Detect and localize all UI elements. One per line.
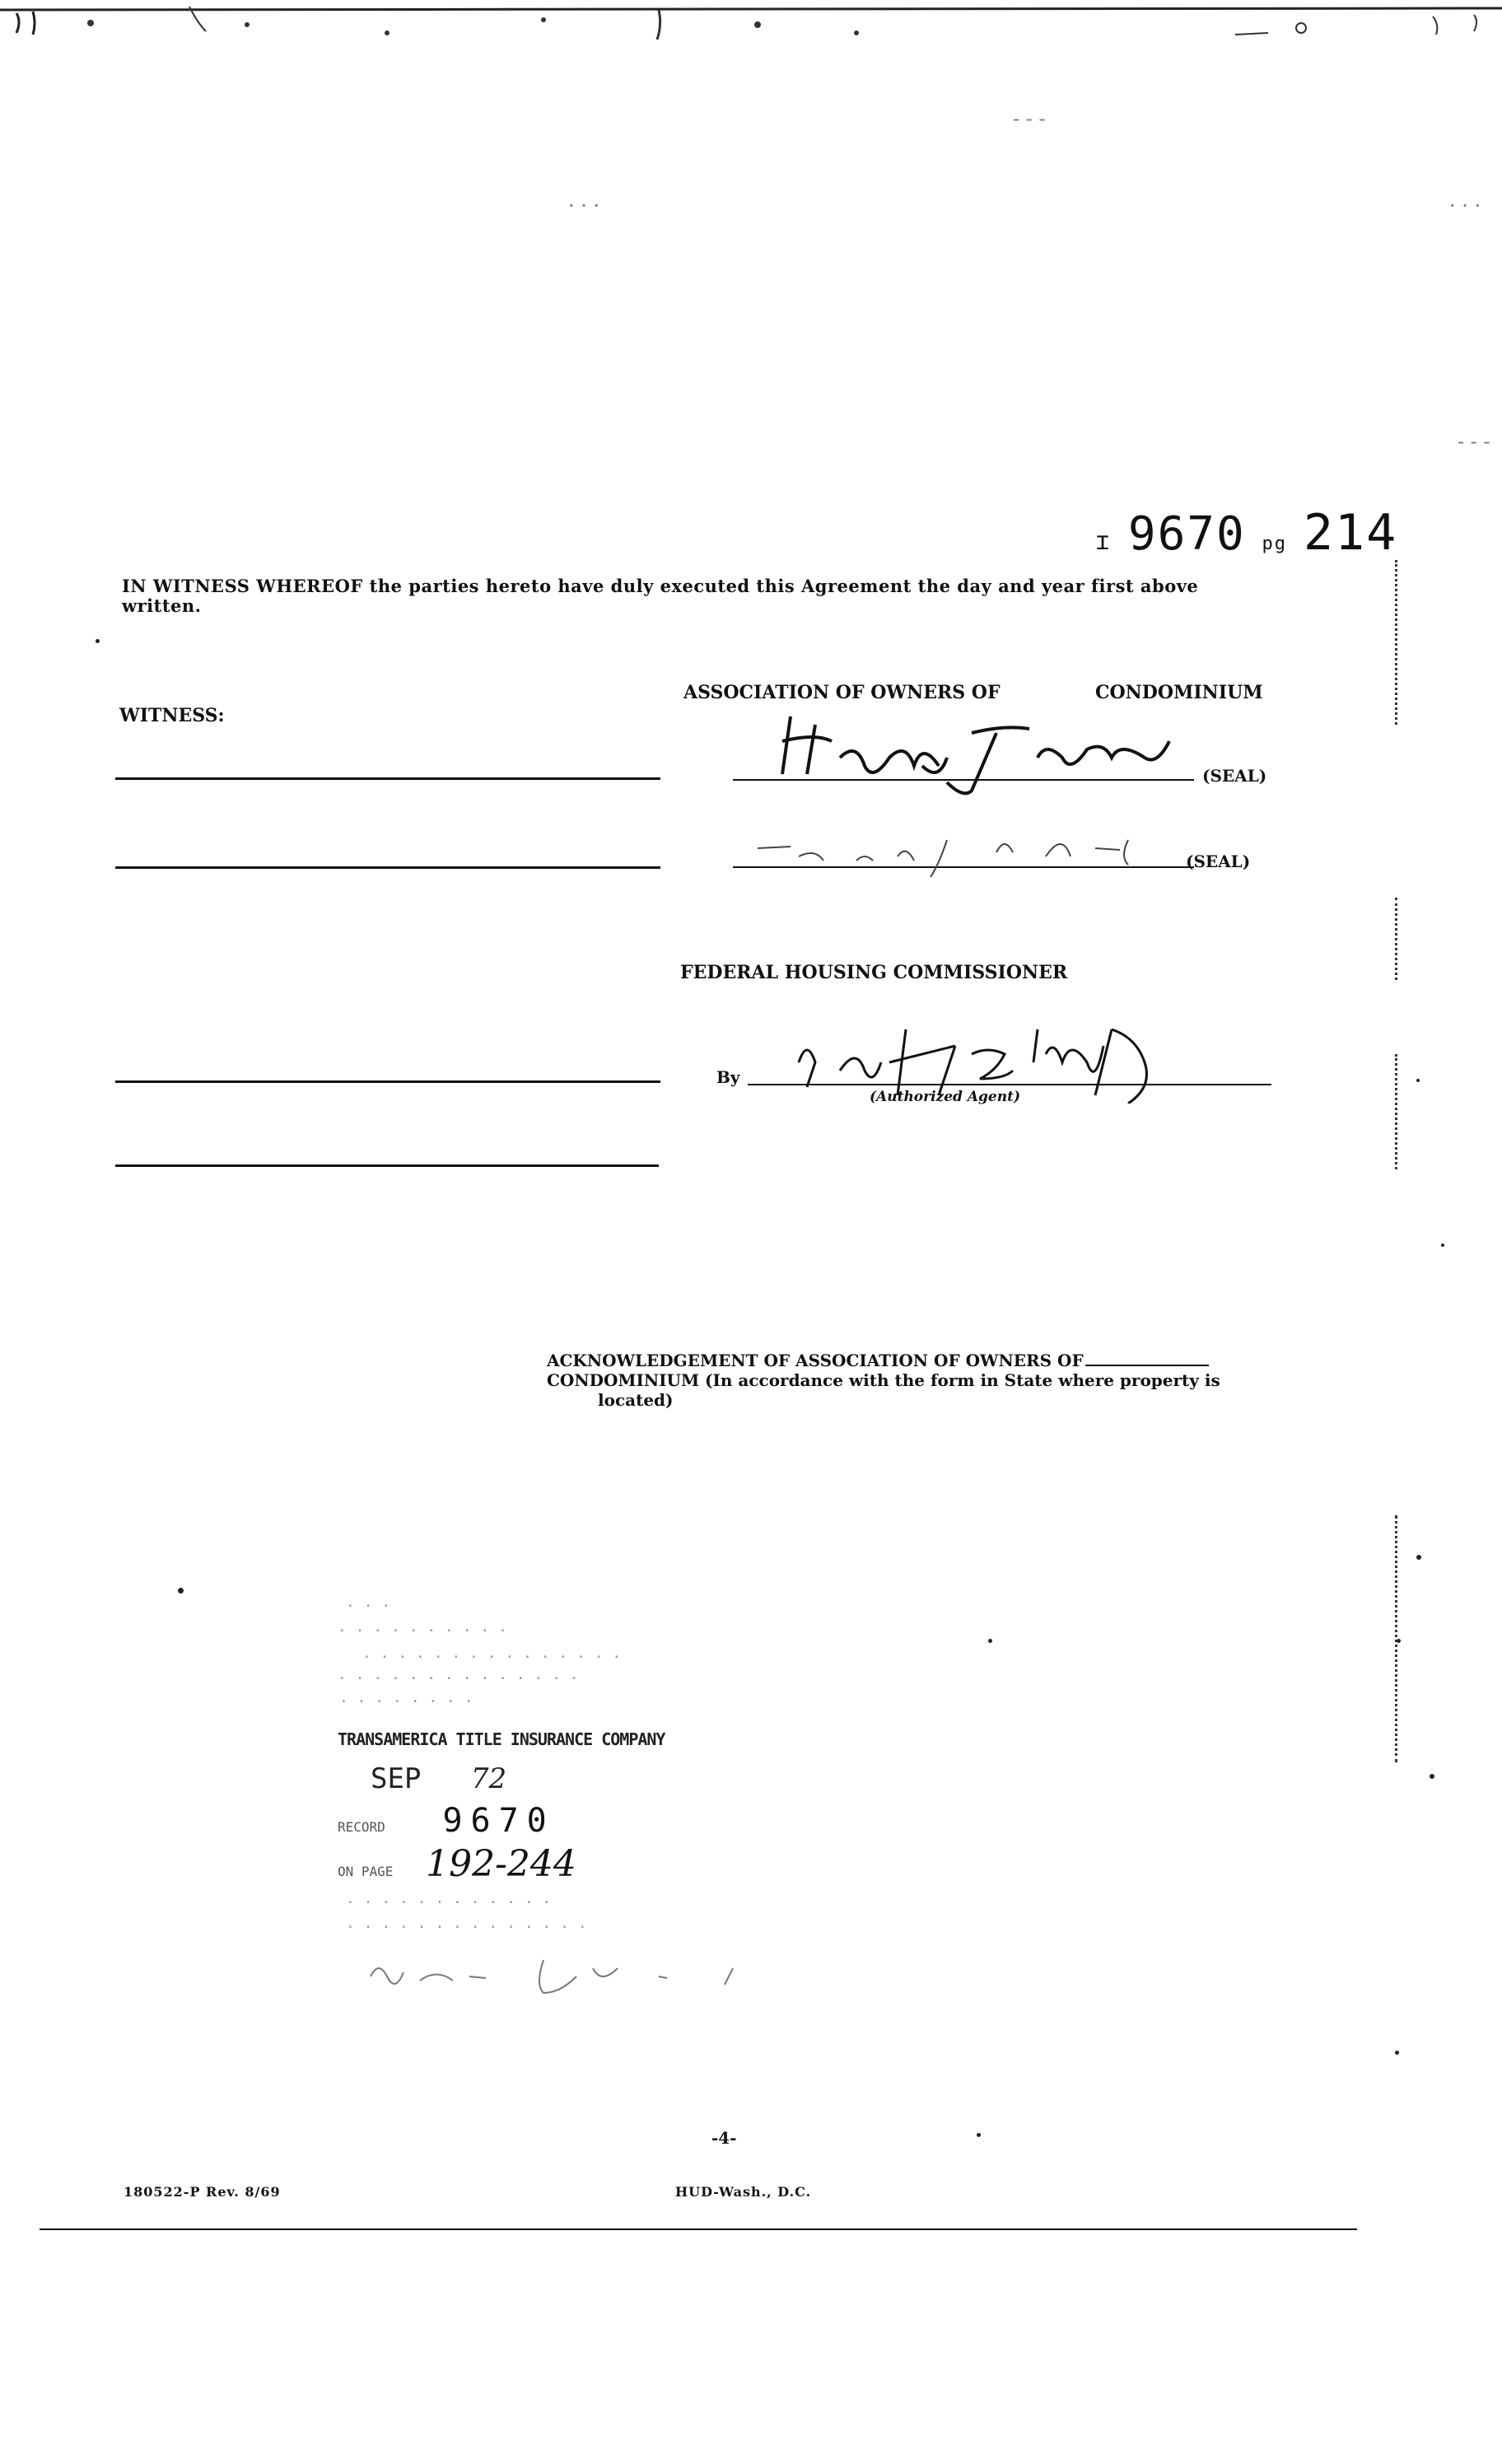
- witness-clause-line1: IN WITNESS WHEREOF the parties hereto have duly executed this Agreement the day and year first above: [122, 576, 1199, 596]
- page-marker: -4-: [711, 2128, 737, 2148]
- stamp-signature: [346, 1944, 807, 2001]
- scan-speck: [1395, 2051, 1399, 2055]
- scan-dash: · · ·: [1449, 194, 1481, 217]
- stamp-faded-line: · · · · · · · · · · · ·: [346, 1894, 552, 1911]
- association-name-blank: [1085, 1365, 1209, 1366]
- scan-speck: [178, 1588, 184, 1594]
- office-label: HUD-Wash., D.C.: [675, 2184, 812, 2200]
- scan-noise-top: [0, 0, 1502, 58]
- record-number: 9670: [1127, 507, 1246, 561]
- record-number-header: [1095, 504, 1397, 562]
- witness-signature-line-4: [115, 1164, 659, 1167]
- scan-speck: [1416, 1079, 1420, 1082]
- stamp-faded-line: · · · · · · · ·: [339, 1693, 473, 1710]
- seal-label-1: (SEAL): [1202, 766, 1267, 786]
- commissioner-heading: FEDERAL HOUSING COMMISSIONER: [680, 962, 1068, 983]
- stamp-pages-row: [338, 1843, 576, 1885]
- scan-dash: - - -: [1458, 430, 1490, 453]
- stamp-record-label: RECORD: [338, 1819, 385, 1835]
- acknowledgement-block: [547, 1351, 1288, 1410]
- by-label: By: [716, 1067, 740, 1087]
- scan-dash: - - -: [1013, 107, 1046, 130]
- scan-speck: [977, 2133, 981, 2137]
- stamp-faded-line: · · · · · · · · · · · · · ·: [346, 1919, 587, 1936]
- association-heading: ASSOCIATION OF OWNERS OF: [683, 682, 1001, 703]
- scan-speck: [1416, 1555, 1421, 1560]
- authorized-agent-caption: (Authorized Agent): [870, 1089, 1020, 1105]
- witness-signature-line-1: [115, 777, 660, 780]
- scan-speck: [1397, 1639, 1401, 1643]
- stamp-record-value: 9670: [442, 1802, 555, 1840]
- page-number: 214: [1303, 504, 1398, 562]
- stamp-record-row: [338, 1802, 555, 1840]
- witness-signature-line-3: [115, 1080, 660, 1083]
- margin-dots: [1395, 560, 1397, 725]
- witness-label: WITNESS:: [119, 705, 225, 726]
- stamp-faded-line: · · ·: [346, 1598, 391, 1615]
- form-number: 180522-P Rev. 8/69: [124, 2184, 281, 2200]
- acknowledgement-line1: ACKNOWLEDGEMENT OF ASSOCIATION OF OWNERS OF: [547, 1351, 1084, 1370]
- witness-clause: [122, 576, 1275, 616]
- stamp-date-line: [371, 1762, 506, 1795]
- seal-label-2: (SEAL): [1186, 852, 1251, 871]
- footer-rule: [40, 2228, 1357, 2230]
- stamp-faded-line: · · · · · · · · · ·: [338, 1622, 507, 1640]
- stamp-faded-line: · · · · · · · · · · · · · · ·: [362, 1649, 622, 1666]
- scan-speck: [96, 639, 100, 643]
- margin-dots: [1395, 1054, 1397, 1169]
- signature-association-2: [733, 815, 1194, 881]
- condominium-heading: CONDOMINIUM: [1095, 682, 1263, 703]
- witness-clause-line2: written.: [122, 595, 202, 616]
- scan-dash: · · ·: [568, 194, 600, 217]
- stamp-company: TRANSAMERICA TITLE INSURANCE COMPANY: [338, 1729, 665, 1749]
- margin-dots: [1395, 898, 1397, 980]
- scan-speck: [1430, 1774, 1434, 1779]
- stamp-date-prefix: SEP: [371, 1762, 422, 1795]
- recording-stamp: [329, 1598, 823, 1993]
- scan-speck: [1441, 1244, 1444, 1247]
- witness-signature-line-2: [115, 866, 660, 869]
- stamp-pages-value: 192-244: [426, 1843, 576, 1885]
- stamp-date-value: 72: [470, 1762, 507, 1795]
- stamp-faded-line: · · · · · · · · · · · · · ·: [338, 1670, 579, 1687]
- signature-association-1: [725, 708, 1219, 799]
- acknowledgement-line3: located): [598, 1390, 674, 1410]
- page-prefix: pg: [1262, 534, 1288, 554]
- stamp-pages-label: ON PAGE: [338, 1864, 394, 1879]
- scan-speck: [988, 1639, 992, 1643]
- record-prefix: ɪ: [1095, 527, 1113, 556]
- acknowledgement-line2: CONDOMINIUM (In accordance with the form in State where property is: [547, 1370, 1220, 1390]
